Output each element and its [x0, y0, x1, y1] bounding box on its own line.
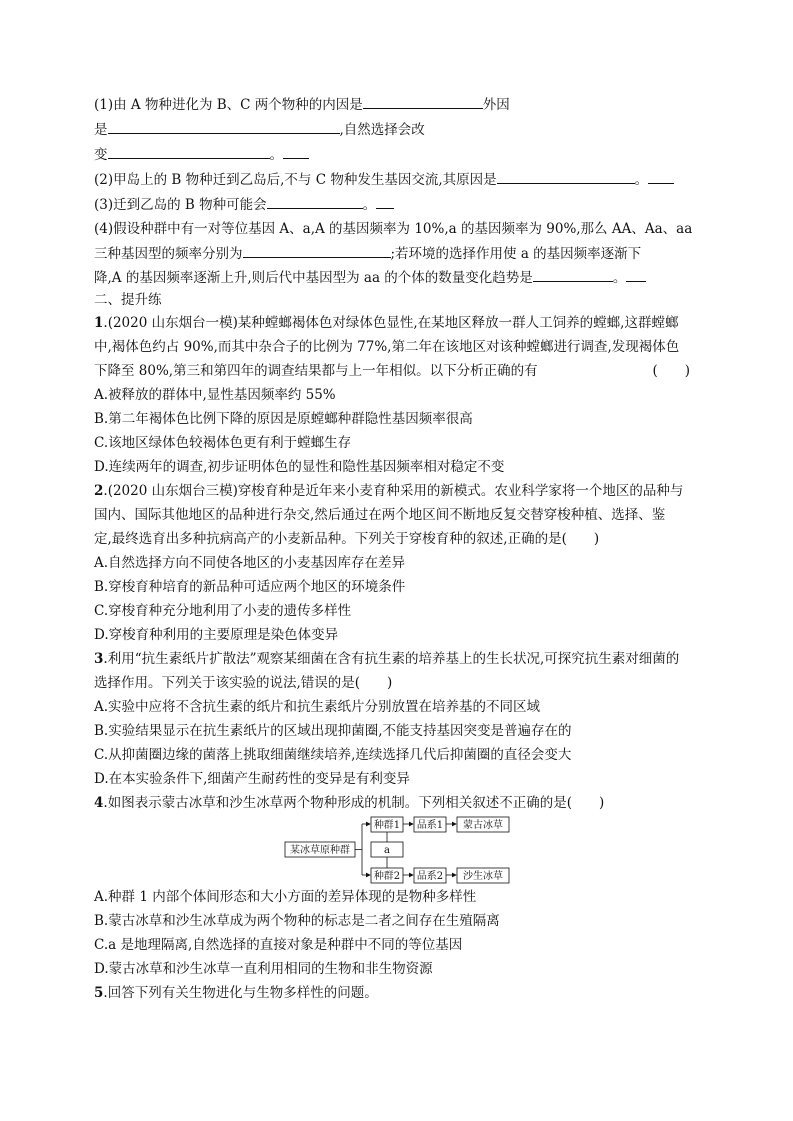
text: ;若环境的选择作用使 a 的基因频率逐渐下 [390, 246, 642, 262]
speciation-diagram [284, 815, 512, 885]
q4-line-2 [94, 243, 641, 263]
text: .利用“抗生素纸片扩散法”观察某细菌在含有抗生素的培养基上的生长状况,可探究抗生素对细菌的 [103, 651, 680, 667]
question-number: 1 [94, 315, 104, 331]
q4-line-3 [94, 267, 646, 287]
q2-line [94, 169, 674, 189]
text: 三种基因型的频率分别为 [94, 246, 243, 262]
answer-blank[interactable] [283, 144, 309, 159]
section-title: 二、提升练 [94, 292, 162, 308]
pop1-label: 种群1 [373, 820, 401, 831]
answer-blank[interactable] [267, 194, 363, 209]
a-label: a [384, 845, 390, 856]
option-b[interactable]: B.第二年褐体色比例下降的原因是原螳螂种群隐性基因频率很高 [94, 411, 473, 427]
answer-blank[interactable] [363, 94, 483, 109]
text: (3)迁到乙岛的 B 物种可能会 [94, 197, 267, 213]
text: .回答下列有关生物进化与生物多样性的问题。 [103, 985, 378, 1001]
question-number: 3 [94, 651, 104, 667]
text: (1)由 A 物种进化为 B、C 两个物种的内因是 [94, 97, 363, 113]
text: 。 [362, 197, 377, 213]
answer-blank[interactable] [243, 243, 391, 258]
q1-line-1 [94, 94, 510, 114]
origin-label: 某冰草原种群 [290, 845, 350, 856]
answer-blank[interactable] [533, 267, 613, 282]
question-3-stem-2: 选择作用。下列关于该实验的说法,错误的是( ) [94, 675, 393, 691]
option-c[interactable]: C.穿梭育种充分地利用了小麦的遗传多样性 [94, 603, 352, 619]
text: 是 [94, 122, 108, 138]
option-b[interactable]: B.穿梭育种培育的新品种可适应两个地区的环境条件 [94, 579, 406, 595]
text: .如图表示蒙古冰草和沙生冰草两个物种形成的机制。下列相关叙述不正确的是( ) [103, 795, 605, 811]
option-b[interactable]: B.蒙古冰草和沙生冰草成为两个物种的标志是二者之间存在生殖隔离 [94, 913, 500, 929]
text: 变 [94, 147, 108, 163]
species1-label: 蒙古冰草 [463, 820, 503, 831]
question-2-stem-2: 国内、国际其他地区的品种进行杂交,然后通过在两个地区间不断地反复交替穿梭种植、选择、鉴 [94, 507, 666, 523]
text: 外因 [482, 97, 510, 113]
q1-line-2 [94, 119, 425, 139]
text: 。 [269, 147, 283, 163]
question-number: 4 [94, 795, 104, 811]
option-b[interactable]: B.实验结果显示在抗生素纸片的区域出现抑菌圈,不能支持基因突变是普遍存在的 [94, 723, 572, 739]
option-d[interactable]: D.穿梭育种利用的主要原理是染色体变异 [94, 627, 339, 643]
option-c[interactable]: C.a 是地理隔离,自然选择的直接对象是种群中不同的等位基因 [94, 937, 463, 953]
option-c[interactable]: C.该地区绿体色较褐体色更有利于螳螂生存 [94, 435, 352, 451]
option-a[interactable]: A.实验中应将不含抗生素的纸片和抗生素纸片分别放置在培养基的不同区域 [94, 699, 541, 715]
option-d[interactable]: D.蒙古冰草和沙生冰草一直利用相同的生物和非生物资源 [94, 961, 433, 977]
question-2-stem-3: 定,最终选育出多种抗病高产的小麦新品种。下列关于穿梭育种的叙述,正确的是( ) [94, 531, 600, 547]
species2-label: 沙生冰草 [463, 871, 503, 882]
option-c[interactable]: C.从抑菌圈边缘的菌落上挑取细菌继续培养,连续选择几代后抑菌圈的直径会变大 [94, 747, 572, 763]
answer-blank[interactable] [108, 144, 270, 159]
answer-blank[interactable] [497, 169, 635, 184]
option-a[interactable]: A.种群 1 内部个体间形态和大小方面的差异体现的是物种多样性 [94, 889, 477, 905]
question-number: 5 [94, 985, 104, 1001]
text: (2)甲岛上的 B 物种迁到乙岛后,不与 C 物种发生基因交流,其原因是 [94, 172, 497, 188]
option-a[interactable]: A.自然选择方向不同使各地区的小麦基因库存在差异 [94, 555, 406, 571]
text: 。 [634, 172, 649, 188]
text: 下降至 80%,第三和第四年的调查结果都与上一年相似。以下分析正确的有 [94, 363, 538, 379]
pop2-label: 种群2 [373, 871, 401, 882]
text: 降,A 的基因频率逐渐上升,则后代中基因型为 aa 的个体的数量变化趋势是 [94, 270, 533, 286]
line2-label: 品系2 [416, 871, 444, 882]
question-4-stem [94, 793, 604, 813]
text: 。 [612, 270, 627, 286]
line1-label: 品系1 [416, 820, 444, 831]
question-2-stem-1 [94, 481, 683, 501]
question-1-stem-3 [94, 361, 694, 381]
text: ,自然选择会改 [339, 122, 425, 138]
question-5-stem [94, 983, 378, 1003]
answer-blank[interactable] [626, 267, 646, 282]
question-3-stem-1 [94, 649, 679, 669]
text: .(2020 山东烟台三模)穿梭育种是近年来小麦育种采用的新模式。农业科学家将一个地区的品种与 [103, 483, 684, 499]
answer-blank[interactable] [108, 119, 340, 134]
text: .(2020 山东烟台一模)某种螳螂褐体色对绿体色显性,在某地区释放一群人工饲养的螳螂,这群螳螂 [103, 315, 679, 331]
option-a[interactable]: A.被释放的群体中,显性基因频率约 55% [94, 387, 336, 403]
answer-blank[interactable] [376, 194, 394, 209]
question-number: 2 [94, 483, 104, 499]
q1-line-3 [94, 144, 309, 164]
q3-line [94, 194, 394, 214]
question-1-stem-1 [94, 313, 678, 333]
question-1-stem-2: 中,褐体色约占 90%,而其中杂合子的比例为 77%,第二年在该地区对该种螳螂进行调查,发现褐体色 [94, 339, 680, 355]
option-d[interactable]: D.连续两年的调查,初步证明体色的显性和隐性基因频率相对稳定不变 [94, 459, 505, 475]
option-d[interactable]: D.在本实验条件下,细菌产生耐药性的变异是有利变异 [94, 771, 410, 787]
answer-paren[interactable]: ( ) [652, 363, 690, 379]
q4-line-1: (4)假设种群中有一对等位基因 A、a,A 的基因频率为 10%,a 的基因频率为 90%,那么 AA、Aa、aa [94, 221, 693, 237]
answer-blank[interactable] [648, 169, 674, 184]
